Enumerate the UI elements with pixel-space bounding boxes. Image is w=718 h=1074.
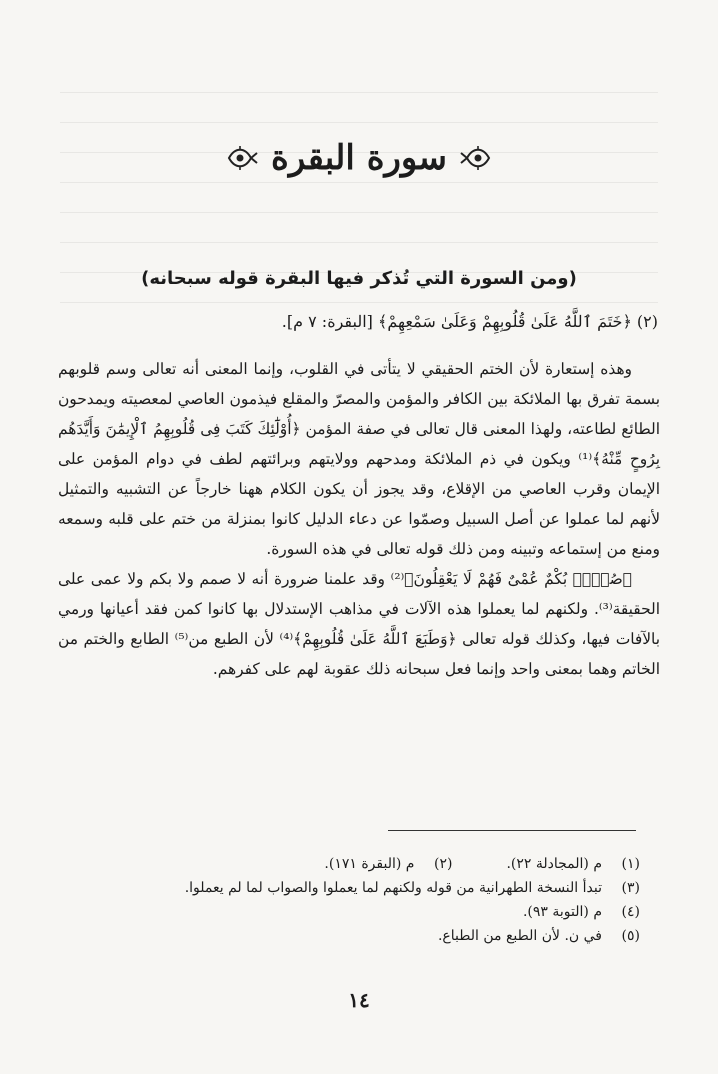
footnote-number: (١) [621,856,640,872]
ornament-left-icon [225,141,259,175]
ornament-right-icon [459,141,493,175]
footnote-text: م (البقرة ١٧١). [324,856,415,872]
footnote-number: (٣) [621,880,640,896]
verse-line: (٢) ﴿خَتَمَ ٱللَّهُ عَلَىٰ قُلُوبِهِمْ وَعَلَىٰ سَمْعِهِمْ﴾ [البقرة: ٧ م]. [281,312,658,331]
footnote-text: تبدأ النسخة الطهرانية من قوله ولكنهم لما يعملوا والصواب لما لم يعملوا. [184,880,602,896]
footnote-text: م (التوبة ٩٣). [522,904,602,920]
paragraph-1: وهذه إستعارة لأن الختم الحقيقي لا يتأتى في القلوب، وإنما المعنى أنه تعالى وسم قلوبهم بسمة تفرق بها الملائكة بين الكافر والمؤمن والمصرّ والمقلع فيذمون العاصي لمعصيته ويمدحون الطائع لطاعته، ولهذا المعنى قال تعالى في صفة المؤمن ﴿أُوْلَٰٓئِكَ كَتَبَ فِى قُلُوبِهِمُ ٱلْإِيمَٰنَ وَأَيَّدَهُم بِرُوحٍ مِّنْهُ﴾⁽¹⁾ ويكون في ذم الملائكة ومدحهم وولايتهم وبرائتهم لطف في دوام المؤمن على الإيمان وقرب العاصي من الإقلاع، وقد يجوز أن يكون الكلام ههنا خارجاً عن التشبيه والتمثيل لأنهم لما عملوا عن أصل السبيل وصمّوا عن دعاء الدليل كانوا بمنزلة من ختم على قلبه وسمعه ومنع من إستماعه وتبينه ومن ذلك قوله تعالى في هذه السورة. [58,360,660,558]
paragraph-2: ﴿صُمٌّۢ بُكْمٌ عُمْىٌ فَهُمْ لَا يَعْقِلُونَ﴾⁽²⁾ وقد علمنا ضرورة أنه لا صمم ولا بكم ولا عمى على الحقيقة⁽³⁾. ولكنهم لما يعملوا هذه الآلات في مذاهب الإستدلال بها كانوا كمن فقد أعيانها ورمي بالآفات فيها، وكذلك قوله تعالى ﴿وَطَبَعَ ٱللَّهُ عَلَىٰ قُلُوبِهِمْ﴾⁽⁴⁾ لأن الطبع من⁽⁵⁾ الطابع والختم من الخاتم وهما بمعنى واحد وإنما فعل سبحانه ذلك عقوبة لهم على كفرهم. [58,570,660,678]
footnote-number: (٤) [621,904,640,920]
page-number: ١٤ [348,988,370,1012]
surah-title-banner [0,128,718,188]
footnotes [60,852,640,948]
footnote-row [60,852,640,876]
footnote-divider [388,830,636,831]
footnote-number: (٥) [621,928,640,944]
surah-title: سورة البقرة [271,138,447,178]
footnote-row [60,900,640,924]
footnote-number: (٢) [433,856,453,872]
footnote-text: م (المجادلة ٢٢). [506,856,602,872]
footnote-row [60,924,640,948]
footnote-text: في ن. لأن الطبع من الطباع. [437,928,602,944]
footnote-row [60,876,640,900]
section-heading: (ومن السورة التي تُذكر فيها البقرة قوله سبحانه) [141,268,577,289]
body-text [58,354,660,684]
